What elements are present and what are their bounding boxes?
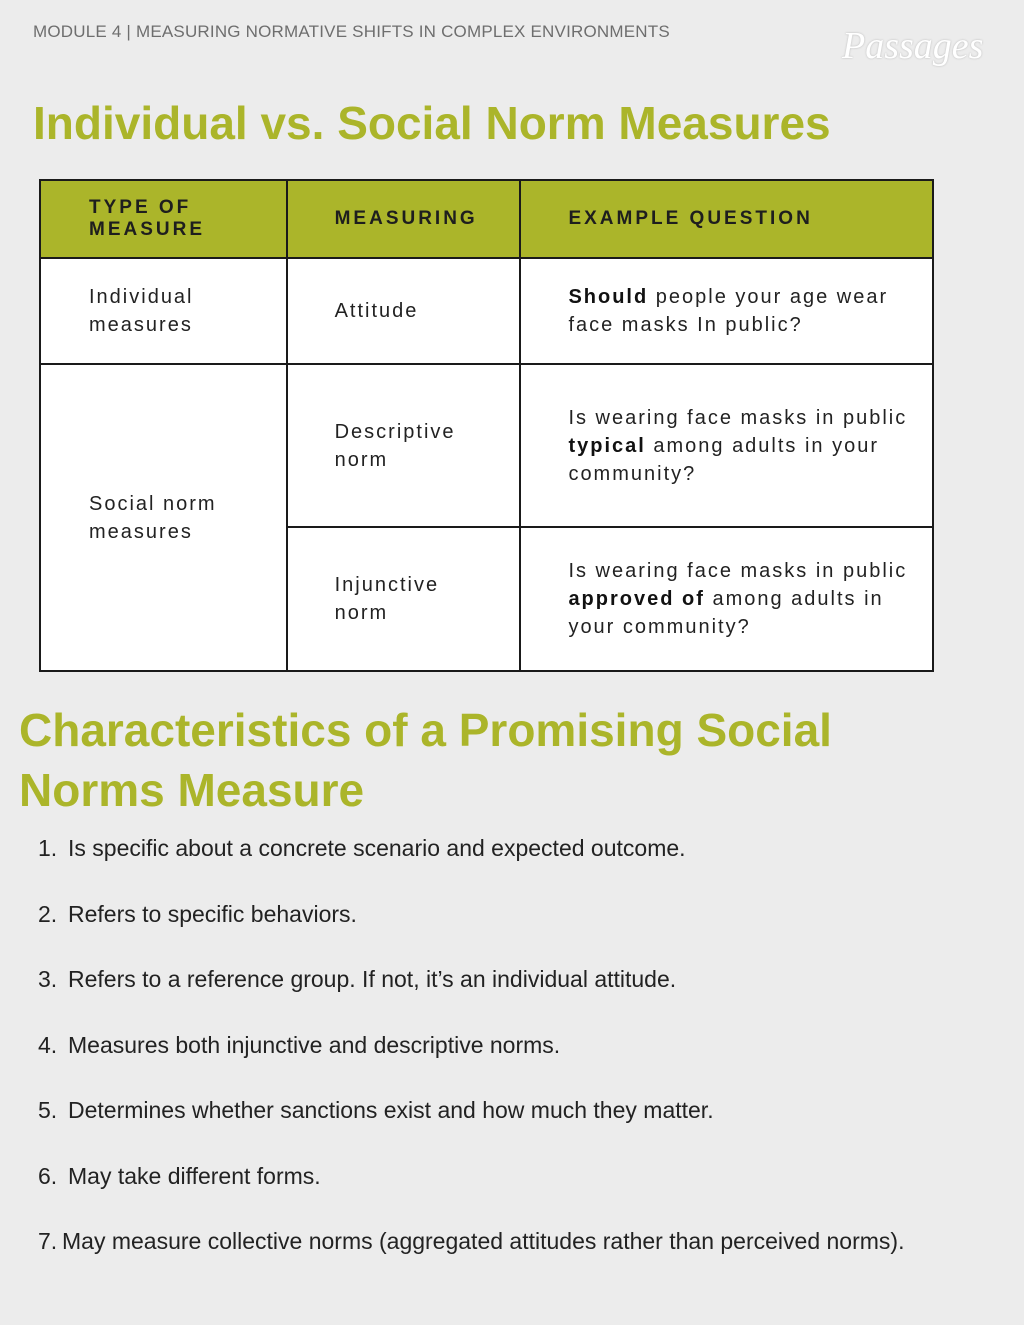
list-text: Refers to a reference group. If not, it’s an individual attitude. bbox=[68, 966, 677, 992]
header-measuring: MEASURING bbox=[287, 180, 521, 258]
measuring-text: Injunctive norm bbox=[334, 574, 440, 624]
measuring-text: Descriptive norm bbox=[334, 420, 456, 471]
list-text: May take different forms. bbox=[68, 1162, 321, 1189]
header-type-of-measure: TYPE OF MEASURE bbox=[40, 180, 287, 258]
list-item bbox=[38, 1025, 1008, 1091]
cell-type bbox=[40, 258, 287, 364]
list-number: 4. bbox=[38, 1031, 58, 1058]
question-text: among adults in your community? bbox=[568, 434, 880, 485]
cell-type bbox=[40, 364, 287, 671]
header-example-question: EXAMPLE QUESTION bbox=[520, 180, 933, 258]
cell-measuring bbox=[287, 258, 521, 364]
list-item bbox=[38, 1156, 1008, 1222]
list-text: Measures both injunctive and descriptive norms. bbox=[68, 1031, 561, 1058]
measuring-text: Attitude bbox=[334, 300, 419, 322]
module-header: MODULE 4 | MEASURING NORMATIVE SHIFTS IN COMPLEX ENVIRONMENTS bbox=[33, 22, 670, 41]
section-title-characteristics: Characteristics of a Promising Social Norms Measure bbox=[19, 704, 832, 816]
measures-table bbox=[39, 179, 934, 672]
section-title-measures: Individual vs. Social Norm Measures bbox=[33, 97, 831, 149]
list-number: 7. bbox=[38, 1228, 58, 1254]
list-number: 2. bbox=[38, 900, 58, 927]
question-text: Is wearing face masks in public bbox=[568, 406, 908, 429]
question-emphasis: Should bbox=[568, 286, 649, 308]
cell-example-question bbox=[520, 258, 933, 364]
list-text: Is specific about a concrete scenario and expected outcome. bbox=[68, 835, 686, 861]
list-number: 1. bbox=[38, 835, 58, 861]
cell-measuring bbox=[287, 527, 521, 671]
list-item bbox=[38, 1221, 1008, 1287]
list-item bbox=[38, 894, 1008, 960]
table-row bbox=[40, 258, 933, 364]
cell-measuring bbox=[287, 364, 521, 527]
cell-example-question bbox=[520, 527, 933, 671]
cell-example-question bbox=[520, 364, 933, 527]
table-row bbox=[40, 364, 933, 527]
question-text: among adults in your community? bbox=[568, 588, 884, 638]
list-item bbox=[38, 828, 1008, 894]
type-text: Social norm measures bbox=[89, 492, 217, 543]
question-emphasis: approved of bbox=[568, 588, 705, 610]
list-text: May measure collective norms (aggregated attitudes rather than perceived norms). bbox=[62, 1228, 905, 1254]
table-header-row bbox=[40, 180, 933, 258]
question-text: Is wearing face masks in public bbox=[568, 560, 908, 582]
list-number: 6. bbox=[38, 1162, 58, 1189]
list-number: 5. bbox=[38, 1097, 58, 1123]
list-item bbox=[38, 1090, 1008, 1156]
list-text: Refers to specific behaviors. bbox=[68, 900, 357, 927]
list-number: 3. bbox=[38, 966, 58, 992]
question-text: people your age wear face masks In public? bbox=[568, 286, 889, 336]
passages-logo: Passages bbox=[842, 25, 984, 67]
question-emphasis: typical bbox=[568, 434, 646, 457]
list-text: Determines whether sanctions exist and how much they matter. bbox=[68, 1097, 714, 1123]
type-text: Individual measures bbox=[89, 286, 194, 336]
characteristics-list bbox=[38, 828, 1008, 1287]
list-item bbox=[38, 959, 1008, 1025]
